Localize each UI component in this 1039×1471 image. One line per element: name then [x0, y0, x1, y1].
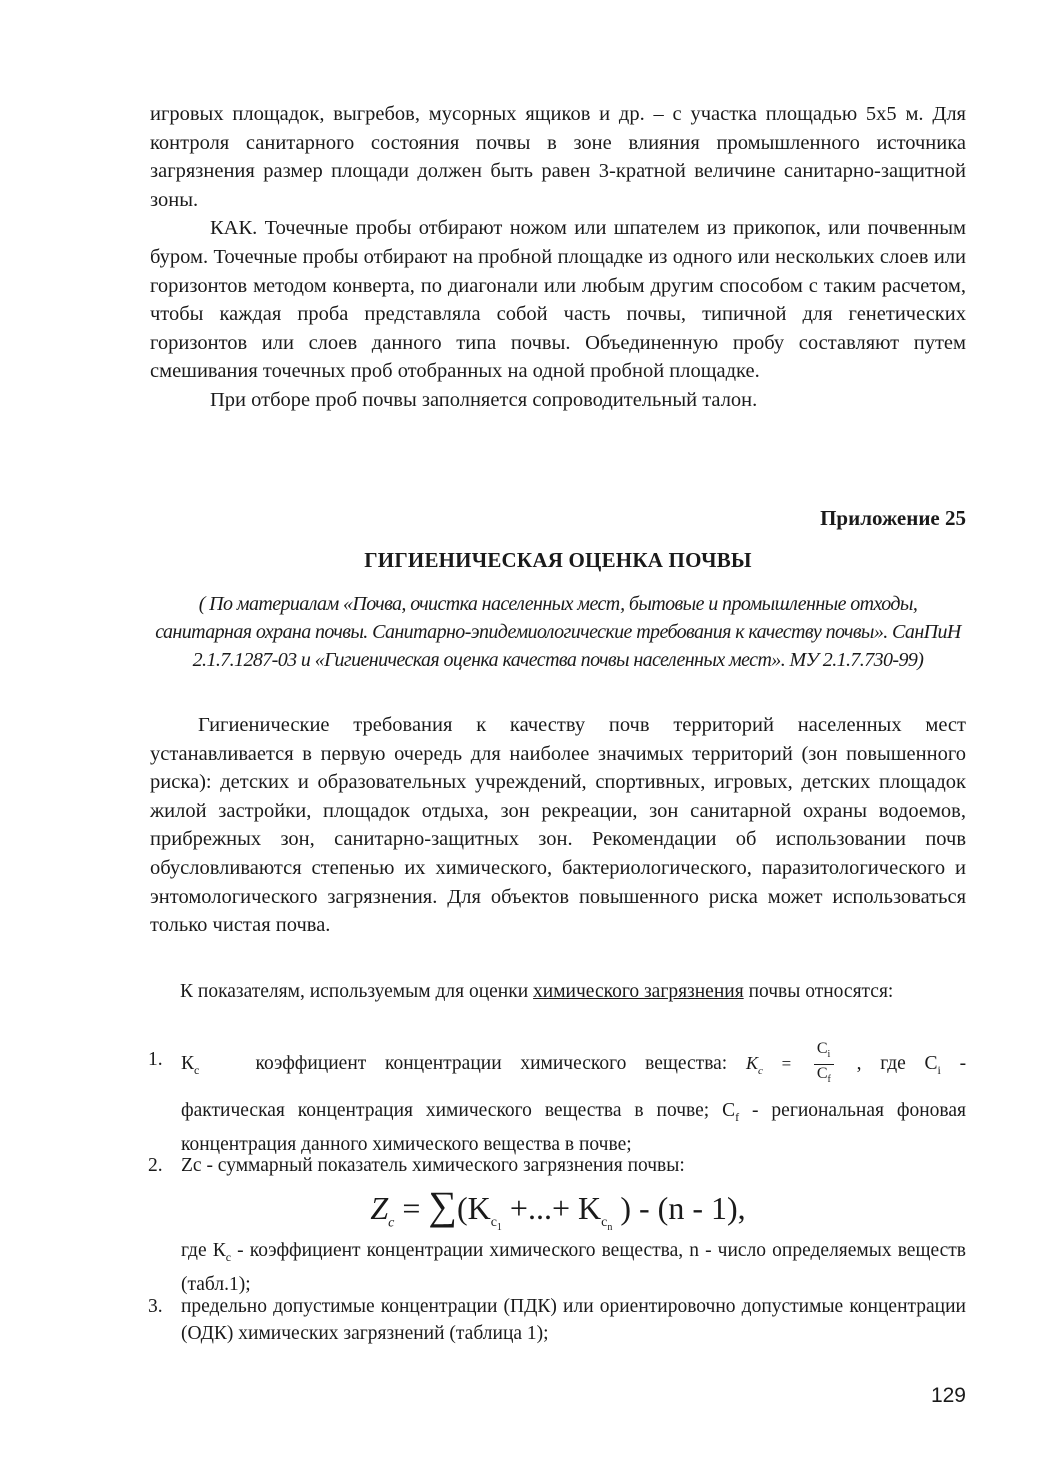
zc-formula: $Z_c = \sum(K_{c_1}$ +...+ $K_{c_n}$ ) - (n - 1), — [370, 1183, 746, 1234]
list-item-2: 2. Zc - суммарный показатель химического загрязнения почвы: — [148, 1152, 966, 1179]
section-title: ГИГИЕНИЧЕСКАЯ ОЦЕНКА ПОЧВЫ — [364, 548, 752, 572]
source-note: ( По материалам «Почва, очистка населенных мест, бытовые и промышленные отходы, санитарная охрана почвы. Санитарно-эпидемиологические требования к качеству почвы». СанПиН 2.1.7.1287-03 и «Гигиеническая оценка качества почвы населенных мест». МУ 2.1.7.730-99) — [155, 593, 961, 672]
list-number: 2. — [148, 1155, 163, 1176]
chemical-pollution-link: химического загрязнения — [533, 981, 744, 1002]
indicators-intro: К показателям, используемым для оценки химического загрязнения почвы относятся: — [180, 981, 894, 1002]
paragraph-plots: игровых площадок, выгребов, мусорных ящиков и др. – с участка площадью 5х5 м. Для контроля санитарного состояния почвы в зоне влияния промышленного источника загрязнения размер площади должен быть равен 3-кратной величине санитарно-защитной зоны. — [150, 103, 966, 211]
page-number: 129 — [930, 1384, 966, 1407]
formula-explanation: где $К_с$ - коэффициент концентрации химического вещества, n - число определяемых веществ (табл.1); — [181, 1240, 967, 1295]
top-text-block — [150, 100, 966, 415]
appendix-label: Приложение 25 — [820, 506, 966, 530]
list-item-3: 3. предельно допустимые концентрации (ПДК) или ориентировочно допустимые концентрации (ОДК) химических загрязнений (таблица 1); — [148, 1293, 966, 1347]
requirements-block — [150, 711, 966, 940]
paragraph-talon: При отборе проб почвы заполняется сопроводительный талон. — [210, 388, 758, 411]
kc-fraction: $\frac{C_i}{C_f}$ — [814, 1040, 834, 1089]
sum-symbol: ∑ — [428, 1183, 457, 1228]
list-item-1: 1. $К_с$ коэффициент концентрации химического вещества: $K_c$ = $\frac{C_i}{C_f}$ , где $C_i$ - фактическая концентрация химического вещества в почве; $C_f$ - региональная фоновая концентрация данного химического вещества в почве; — [148, 1040, 967, 1156]
paragraph-requirements: Гигиенические требования к качеству почв территорий населенных мест устанавливается в первую очередь для наиболее значимых территорий (зон повышенного риска): детских и образовательных учреждений, спортивных, игровых, детских площадок жилой застройки, площадок отдыха, зон рекреации, зон санитарной охраны водоемов, прибрежных зон, санитарно-защитных зон. Рекомендации об использовании почв обусловливаются степенью их химического, бактериологического, паразитологического и энтомологического загрязнения. Для объектов повышенного риска может использоваться только чистая почва. — [150, 714, 966, 937]
kc-formula: $K_c$ = $\frac{C_i}{C_f}$ — [746, 1053, 857, 1074]
list-number: 3. — [148, 1296, 163, 1317]
list-number: 1. — [148, 1049, 163, 1070]
paragraph-how: КАК. Точечные пробы отбирают ножом или шпателем из прикопок, или почвенным буром. Точечные пробы отбирают на пробной площадке из одного или нескольких слоев или горизонтов методом конверта, по диагонали или любым другим способом с таким расчетом, чтобы каждая проба представляла собой часть почвы, типичной для генетических горизонтов или слоев данного типа почвы. Объединенную пробу составляют путем смешивания точечных проб отобранных на одной пробной площадке. — [150, 217, 966, 383]
